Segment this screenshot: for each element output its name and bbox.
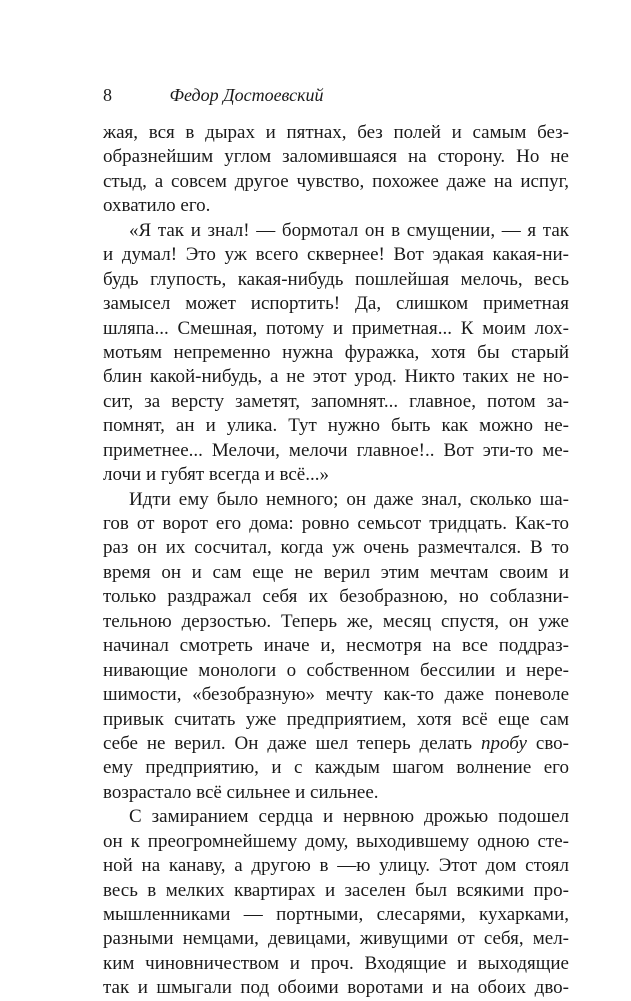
text-line: раз он их сосчитал, когда уж очень размечтался. В то — [103, 537, 569, 559]
text-line: весь в мелких квартирах и заселен был всякими про- — [103, 879, 569, 901]
text-segment: сво- — [526, 732, 569, 754]
text-line: мышленниками — портными, слесарями, кухарками, — [103, 904, 569, 925]
text-segment: себе не верил. Он даже шел теперь делать — [103, 732, 473, 754]
text-line: он к преогромнейшему дому, выходившему одною сте- — [103, 830, 569, 852]
text-line: ким чиновничеством и проч. Входящие и выходящие — [103, 952, 569, 974]
text-line: шимости, «безобразную» мечту как-то даже поневоле — [103, 684, 569, 706]
text-line: приметнее... Мелочи, мелочи главное!.. Вот эти-то ме- — [103, 439, 569, 461]
text-line: «Я так и знал! — бормотал он в смущении, — я так — [129, 219, 569, 241]
text-line-with-emphasis — [103, 732, 569, 756]
text-line: привык считать уже предприятием, хотя всё еще сам — [103, 708, 569, 730]
running-title: Федор Достоевский — [169, 85, 324, 105]
text-line: начинал смотреть иначе и, несмотря на все поддраз- — [103, 635, 569, 657]
text-line: возрастало всё сильнее и сильнее. — [103, 781, 379, 803]
body-text — [103, 121, 569, 1001]
text-line: Идти ему было немного; он даже знал, сколько ша- — [129, 488, 569, 510]
text-line: сит, за версту заметят, запомнят... главное, потом за- — [103, 390, 569, 412]
text-line: ной на канаву, а другою в —ю улицу. Этот дом стоял — [103, 855, 569, 877]
text-line: замысел может испортить! Да, слишком приметная — [103, 293, 569, 315]
text-line: нивающие монологи о собственном бессилии и нере- — [103, 659, 569, 681]
text-line: и думал! Это уж всего сквернее! Вот эдакая какая-ни- — [103, 244, 569, 266]
page-header — [103, 83, 324, 107]
text-line: шляпа... Смешная, потому и приметная... К моим лох- — [103, 317, 569, 339]
text-line: С замиранием сердца и нервною дрожью подошел — [129, 806, 569, 828]
text-line: гов от ворот его дома: ровно семьсот тридцать. Как-то — [103, 513, 569, 534]
text-line: тельною дерзостью. Теперь же, месяц спустя, он уже — [103, 610, 569, 632]
text-line: охватило его. — [103, 195, 211, 217]
text-line: образнейшим углом заломившаяся на сторону. Но не — [103, 146, 569, 168]
text-line: так и шмыгали под обоими воротами и на обоих дво- — [103, 977, 569, 999]
text-line: блин какой-нибудь, а не этот урод. Никто таких не но- — [103, 366, 569, 388]
text-line: разными немцами, девицами, живущими от себя, мел- — [103, 928, 569, 950]
text-line: только раздражал себя их безобразною, но соблазни- — [103, 586, 569, 608]
text-line: мотьям непременно нужна фуражка, хотя бы старый — [103, 341, 569, 363]
text-line: время он и сам еще не верил этим мечтам своим и — [103, 561, 569, 583]
text-line: стыд, а совсем другое чувство, похожее даже на испуг, — [103, 170, 569, 192]
page-number: 8 — [103, 85, 112, 105]
text-line: будь глупость, какая-нибудь пошлейшая мелочь, весь — [103, 268, 569, 290]
text-line: помнят, ан и улика. Тут нужно быть как можно не- — [103, 415, 569, 437]
text-line: жая, вся в дырах и пятнах, без полей и самым без- — [103, 122, 569, 143]
text-line: лочи и губят всегда и всё...» — [103, 464, 329, 486]
text-line: ему предприятию, и с каждым шагом волнение его — [103, 757, 569, 779]
emphasis-word: пробу — [480, 732, 527, 754]
